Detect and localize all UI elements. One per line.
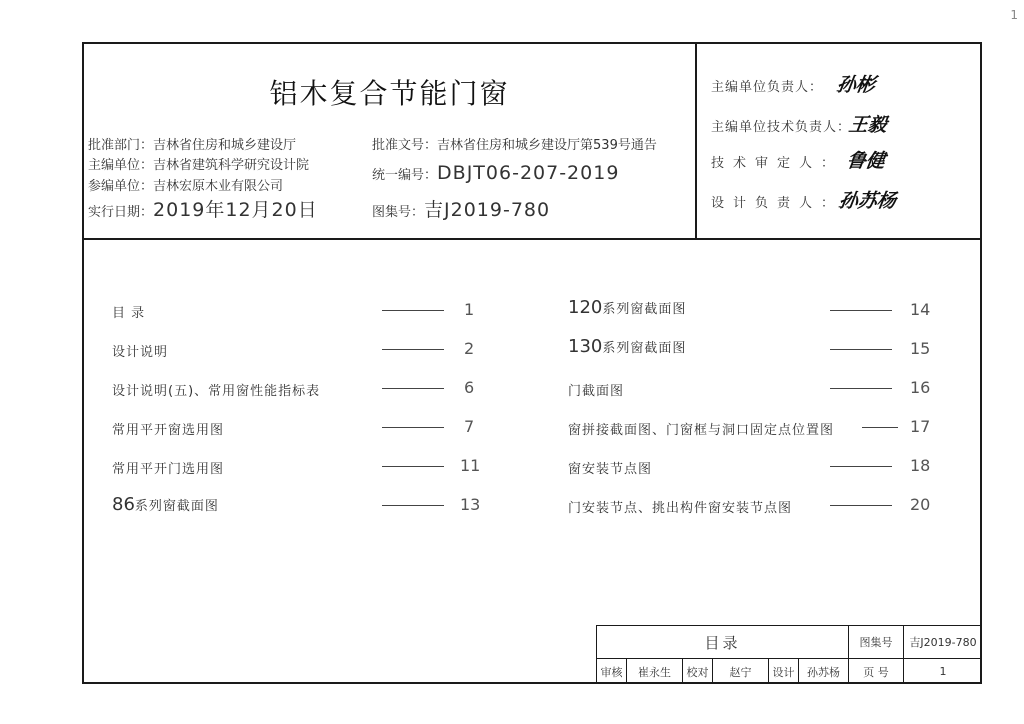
corner-page-marker: 1	[1010, 8, 1018, 22]
signatory-chief-technical-head: 主编单位技术负责人：	[711, 120, 852, 135]
toc-page-number: 17	[910, 417, 931, 436]
atlas-no-value: 吉J2019-780	[903, 625, 982, 658]
signatory-panel	[695, 44, 980, 238]
unified-number: 统一编号：DBJT06-207-2019	[372, 162, 620, 184]
toc-leader-line	[382, 505, 444, 506]
toc-leader-line	[862, 427, 898, 428]
drawing-frame	[82, 42, 982, 684]
toc-page-number: 7	[464, 417, 475, 436]
toc-page-number: 18	[910, 456, 931, 475]
toc-page-number: 15	[910, 339, 931, 358]
signatory-technical-reviewer: 技术审定人：	[711, 156, 844, 171]
signature-design-lead: 孙苏杨	[837, 190, 898, 212]
toc-entry-performance-table[interactable]: 设计说明(五)、常用窗性能指标表	[112, 384, 321, 399]
toc-page-number: 13	[460, 495, 481, 514]
toc-page-number: 16	[910, 378, 931, 397]
approval-department: 批准部门：吉林省住房和城乡建设厅	[88, 138, 297, 153]
sheet-title: 目录	[596, 625, 848, 658]
toc-entry-120-series[interactable]: 120系列窗截面图	[568, 297, 687, 318]
cover-header	[84, 44, 980, 240]
toc-entry-design-notes[interactable]: 设计说明	[112, 345, 169, 360]
signatory-design-lead: 设计负责人：	[711, 196, 844, 211]
toc-entry-contents[interactable]: 目 录	[112, 306, 146, 321]
toc-leader-line	[382, 349, 444, 350]
signatory-chief-unit-head: 主编单位负责人：	[711, 80, 824, 95]
effective-date: 实行日期：2019年12月20日	[88, 199, 318, 221]
toc-leader-line	[382, 310, 444, 311]
checker-name: 赵宁	[712, 658, 768, 684]
toc-page-number: 11	[460, 456, 481, 475]
check-label: 校对	[682, 658, 712, 684]
toc-leader-line	[382, 427, 444, 428]
atlas-no-label: 图集号	[848, 625, 903, 658]
toc-leader-line	[830, 388, 892, 389]
design-label: 设计	[768, 658, 798, 684]
designer-name: 孙苏杨	[798, 658, 848, 684]
signature-chief-technical-head: 王毅	[847, 114, 889, 136]
title-block	[596, 625, 982, 684]
toc-leader-line	[830, 505, 892, 506]
toc-page-number: 6	[464, 378, 475, 397]
signature-technical-reviewer: 鲁健	[845, 150, 887, 172]
toc-page-number: 1	[464, 300, 475, 319]
reviewer-name: 崔永生	[626, 658, 682, 684]
atlas-number: 图集号：吉J2019-780	[372, 199, 551, 221]
approval-document-no: 批准文号：吉林省住房和城乡建设厅第539号通告	[372, 138, 657, 153]
toc-entry-86-series[interactable]: 86系列窗截面图	[112, 494, 219, 515]
toc-leader-line	[382, 388, 444, 389]
page-value: 1	[903, 658, 982, 684]
header-info-panel	[84, 44, 695, 238]
toc-page-number: 2	[464, 339, 475, 358]
toc-leader-line	[382, 466, 444, 467]
co-editor-unit: 参编单位：吉林宏原木业有限公司	[88, 179, 284, 194]
signature-chief-unit-head: 孙彬	[835, 74, 877, 96]
review-label: 审核	[596, 658, 626, 684]
toc-entry-130-series[interactable]: 130系列窗截面图	[568, 336, 687, 357]
toc-entry-casement-window-selection[interactable]: 常用平开窗选用图	[112, 423, 225, 438]
toc-entry-door-install-details[interactable]: 门安装节点、挑出构件窗安装节点图	[568, 501, 793, 516]
toc-entry-window-joining[interactable]: 窗拼接截面图、门窗框与洞口固定点位置图	[568, 423, 835, 438]
page-label: 页 号	[848, 658, 903, 684]
toc-leader-line	[830, 310, 892, 311]
toc-entry-casement-door-selection[interactable]: 常用平开门选用图	[112, 462, 225, 477]
toc-page-number: 14	[910, 300, 931, 319]
chief-editor-unit: 主编单位：吉林省建筑科学研究设计院	[88, 158, 310, 173]
toc-leader-line	[830, 349, 892, 350]
toc-entry-door-sections[interactable]: 门截面图	[568, 384, 625, 399]
toc-leader-line	[830, 466, 892, 467]
toc-page-number: 20	[910, 495, 931, 514]
atlas-title: 铝木复合节能门窗	[269, 77, 510, 110]
toc-entry-window-install-details[interactable]: 窗安装节点图	[568, 462, 653, 477]
